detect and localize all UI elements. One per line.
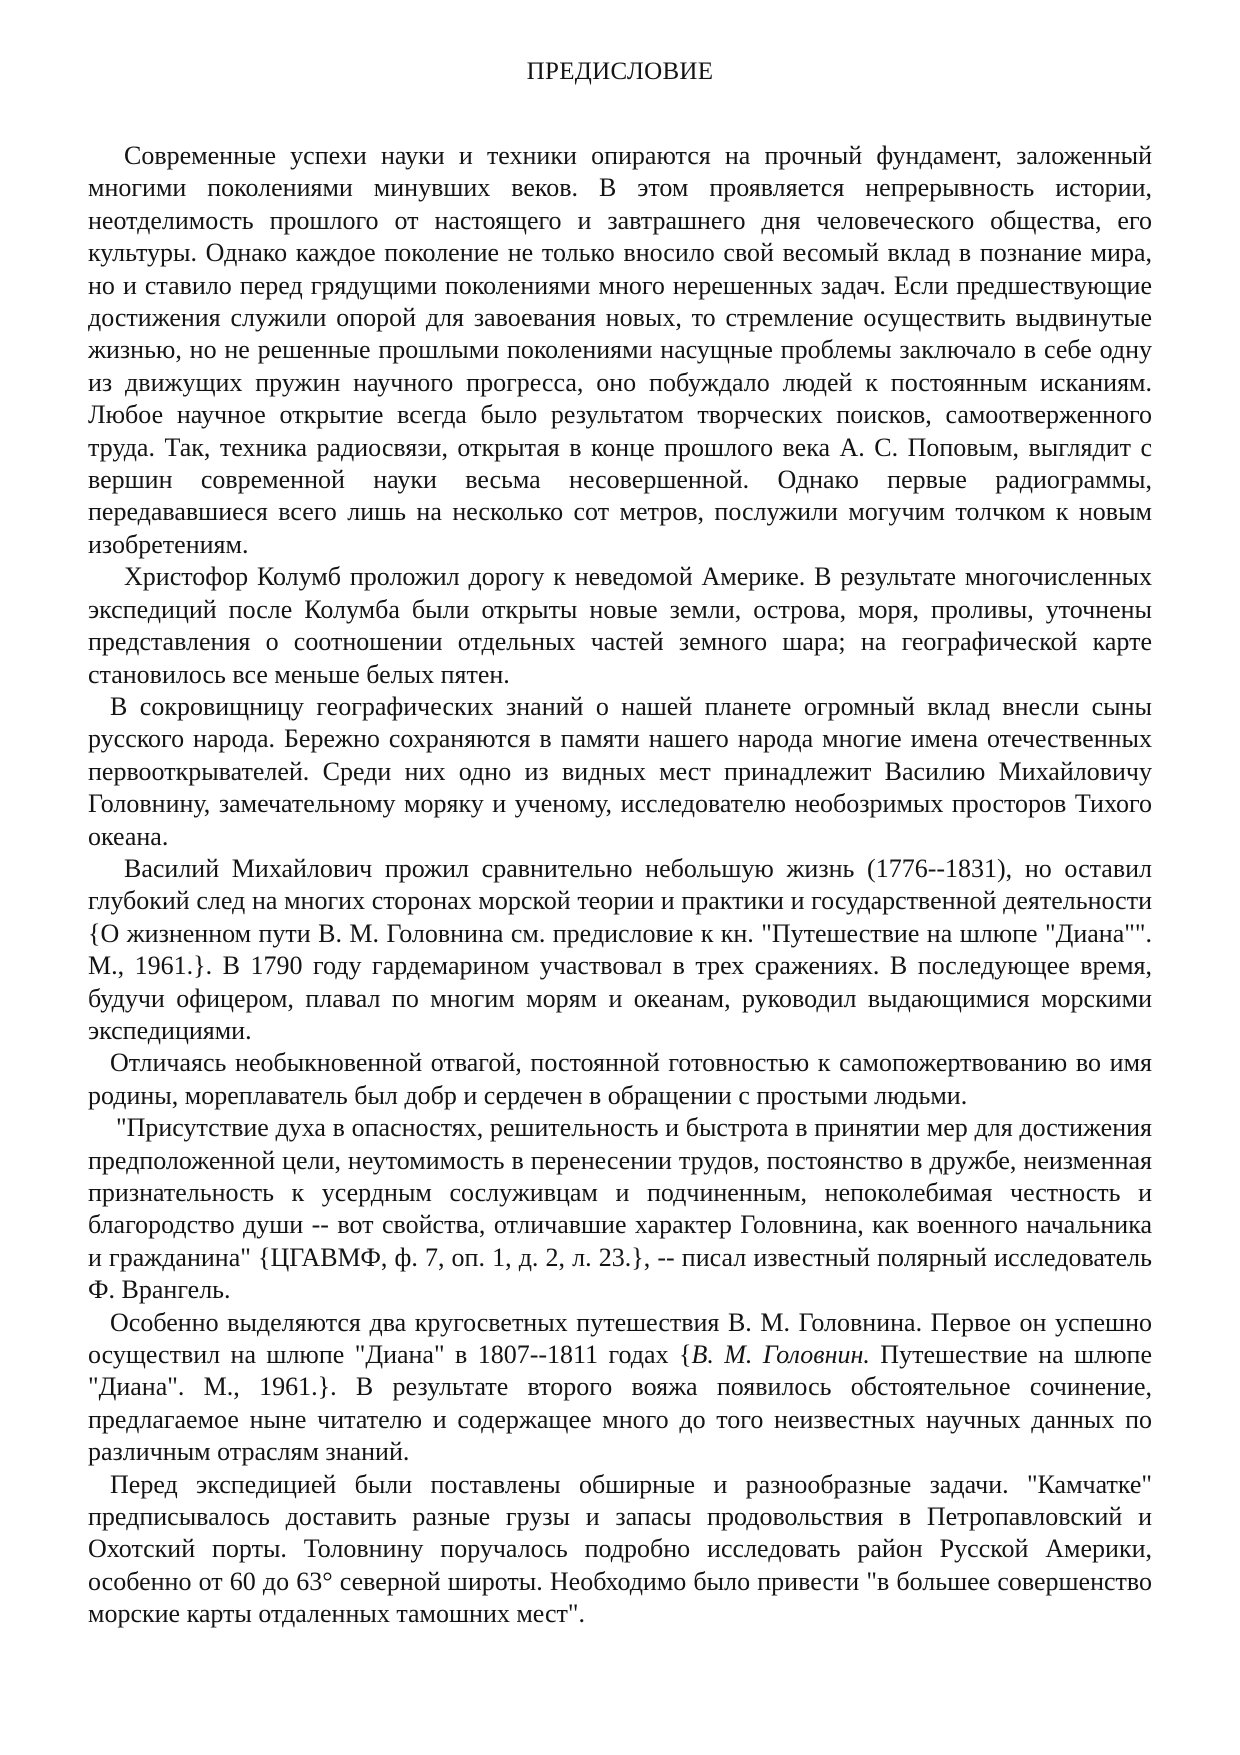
paragraph-voyages bbox=[88, 1307, 1152, 1469]
paragraph-wrangel-quote: "Присутствие духа в опасностях, решительность и быстрота в принятии мер для достижения предположенной цели, неутомимость в перенесении трудов, постоянство в дружбе, неизменная признательность к усердным сослуживцам и подчиненным, непоколебимая честность и благородство души -- вот свойства, отличавшие характер Головнина, как военного начальника и гражданина" {ЦГАВМФ, ф. 7, оп. 1, д. 2, л. 23.}, -- писал известный полярный исследователь Ф. Врангель. bbox=[88, 1113, 1152, 1305]
document-page bbox=[88, 56, 1152, 1631]
paragraph-courage: Отличаясь необыкновенной отвагой, постоянной готовностью к самопожертвованию во имя родины, мореплаватель был добр и сердечен в обращении с простыми людьми. bbox=[88, 1048, 1152, 1110]
paragraph-columbus: Христофор Колумб проложил дорогу к неведомой Америке. В результате многочисленных экспедиций после Колумба были открыты новые земли, острова, моря, проливы, уточнены представления о соотношении отдельных частей земного шара; на географической карте становилось все меньше белых пятен. bbox=[88, 562, 1152, 689]
voyages-italic-author: В. М. Головнин. bbox=[691, 1340, 870, 1370]
paragraph-russian-explorers: В сокровищницу географических знаний о нашей планете огромный вклад внесли сыны русского народа. Бережно сохраняются в памяти нашего народа многие имена отечественных первооткрывателей. Среди них одно из видных мест принадлежит Василию Михайловичу Головнину, замечательному моряку и ученому, исследователю необозримых просторов Тихого океана. bbox=[88, 691, 1152, 851]
paragraph-golovnin-life: Василий Михайлович прожил сравнительно небольшую жизнь (1776--1831), но оставил глубокий след на многих сторонах морской теории и практики и государственной деятельности {О жизненном пути В. М. Головнина см. предисловие к кн. "Путешествие на шлюпе "Диана"". М., 1961.}. В 1790 году гардемарином участвовал в трех сражениях. В последующее время, будучи офицером, плавал по многим морям и океанам, руководил выдающимися морскими экспедициями. bbox=[88, 853, 1152, 1045]
page-title: ПРЕДИСЛОВИЕ bbox=[526, 58, 714, 85]
paragraph-expedition-tasks: Перед экспедицией были поставлены обширные и разнообразные задачи. "Камчатке" предписывалось доставить разные грузы и запасы продовольствия в Петропавловский и Охотский порты. Толовнину поручалось подробно исследовать район Русской Америки, особенно от 60 до 63° северной широты. Необходимо было привести "в большее совершенство морские карты отдаленных тамошних мест". bbox=[88, 1469, 1152, 1629]
voyages-text-before: Особенно выделяются два кругосветных путешествия В. М. Головнина. Первое он успешно осуществил на шлюпе "Диана" в 1807--1811 годах { bbox=[88, 1307, 1152, 1370]
voyages-text-after: Путешествие на шлюпе "Диана". М., 1961.}. В результате второго вояжа появилось обстоятельное сочинение, предлагаемое ныне читателю и содержащее много до того неизвестных научных данных по различным отраслям знаний. bbox=[88, 1340, 1152, 1467]
paragraph-science-progress: Современные успехи науки и техники опираются на прочный фундамент, заложенный многими поколениями минувших веков. В этом проявляется непрерывность истории, неотделимость прошлого от настоящего и завтрашнего дня человеческого общества, его культуры. Однако каждое поколение не только вносило свой весомый вклад в познание мира, но и ставило перед грядущими поколениями много нерешенных задач. Если предшествующие достижения служили опорой для завоевания новых, то стремление осуществить выдвинутые жизнью, но не решенные прошлыми поколениями насущные проблемы заключало в себе одну из движущих пружин научного прогресса, оно побуждало людей к постоянным исканиям. Любое научное открытие всегда было результатом творческих поисков, самоотверженного труда. Так, техника радиосвязи, открытая в конце прошлого века А. С. Поповым, выглядит с вершин современной науки весьма несовершенной. Однако первые радиограммы, передававшиеся всего лишь на несколько сот метров, послужили могучим толчком к новым изобретениям. bbox=[88, 141, 1152, 559]
